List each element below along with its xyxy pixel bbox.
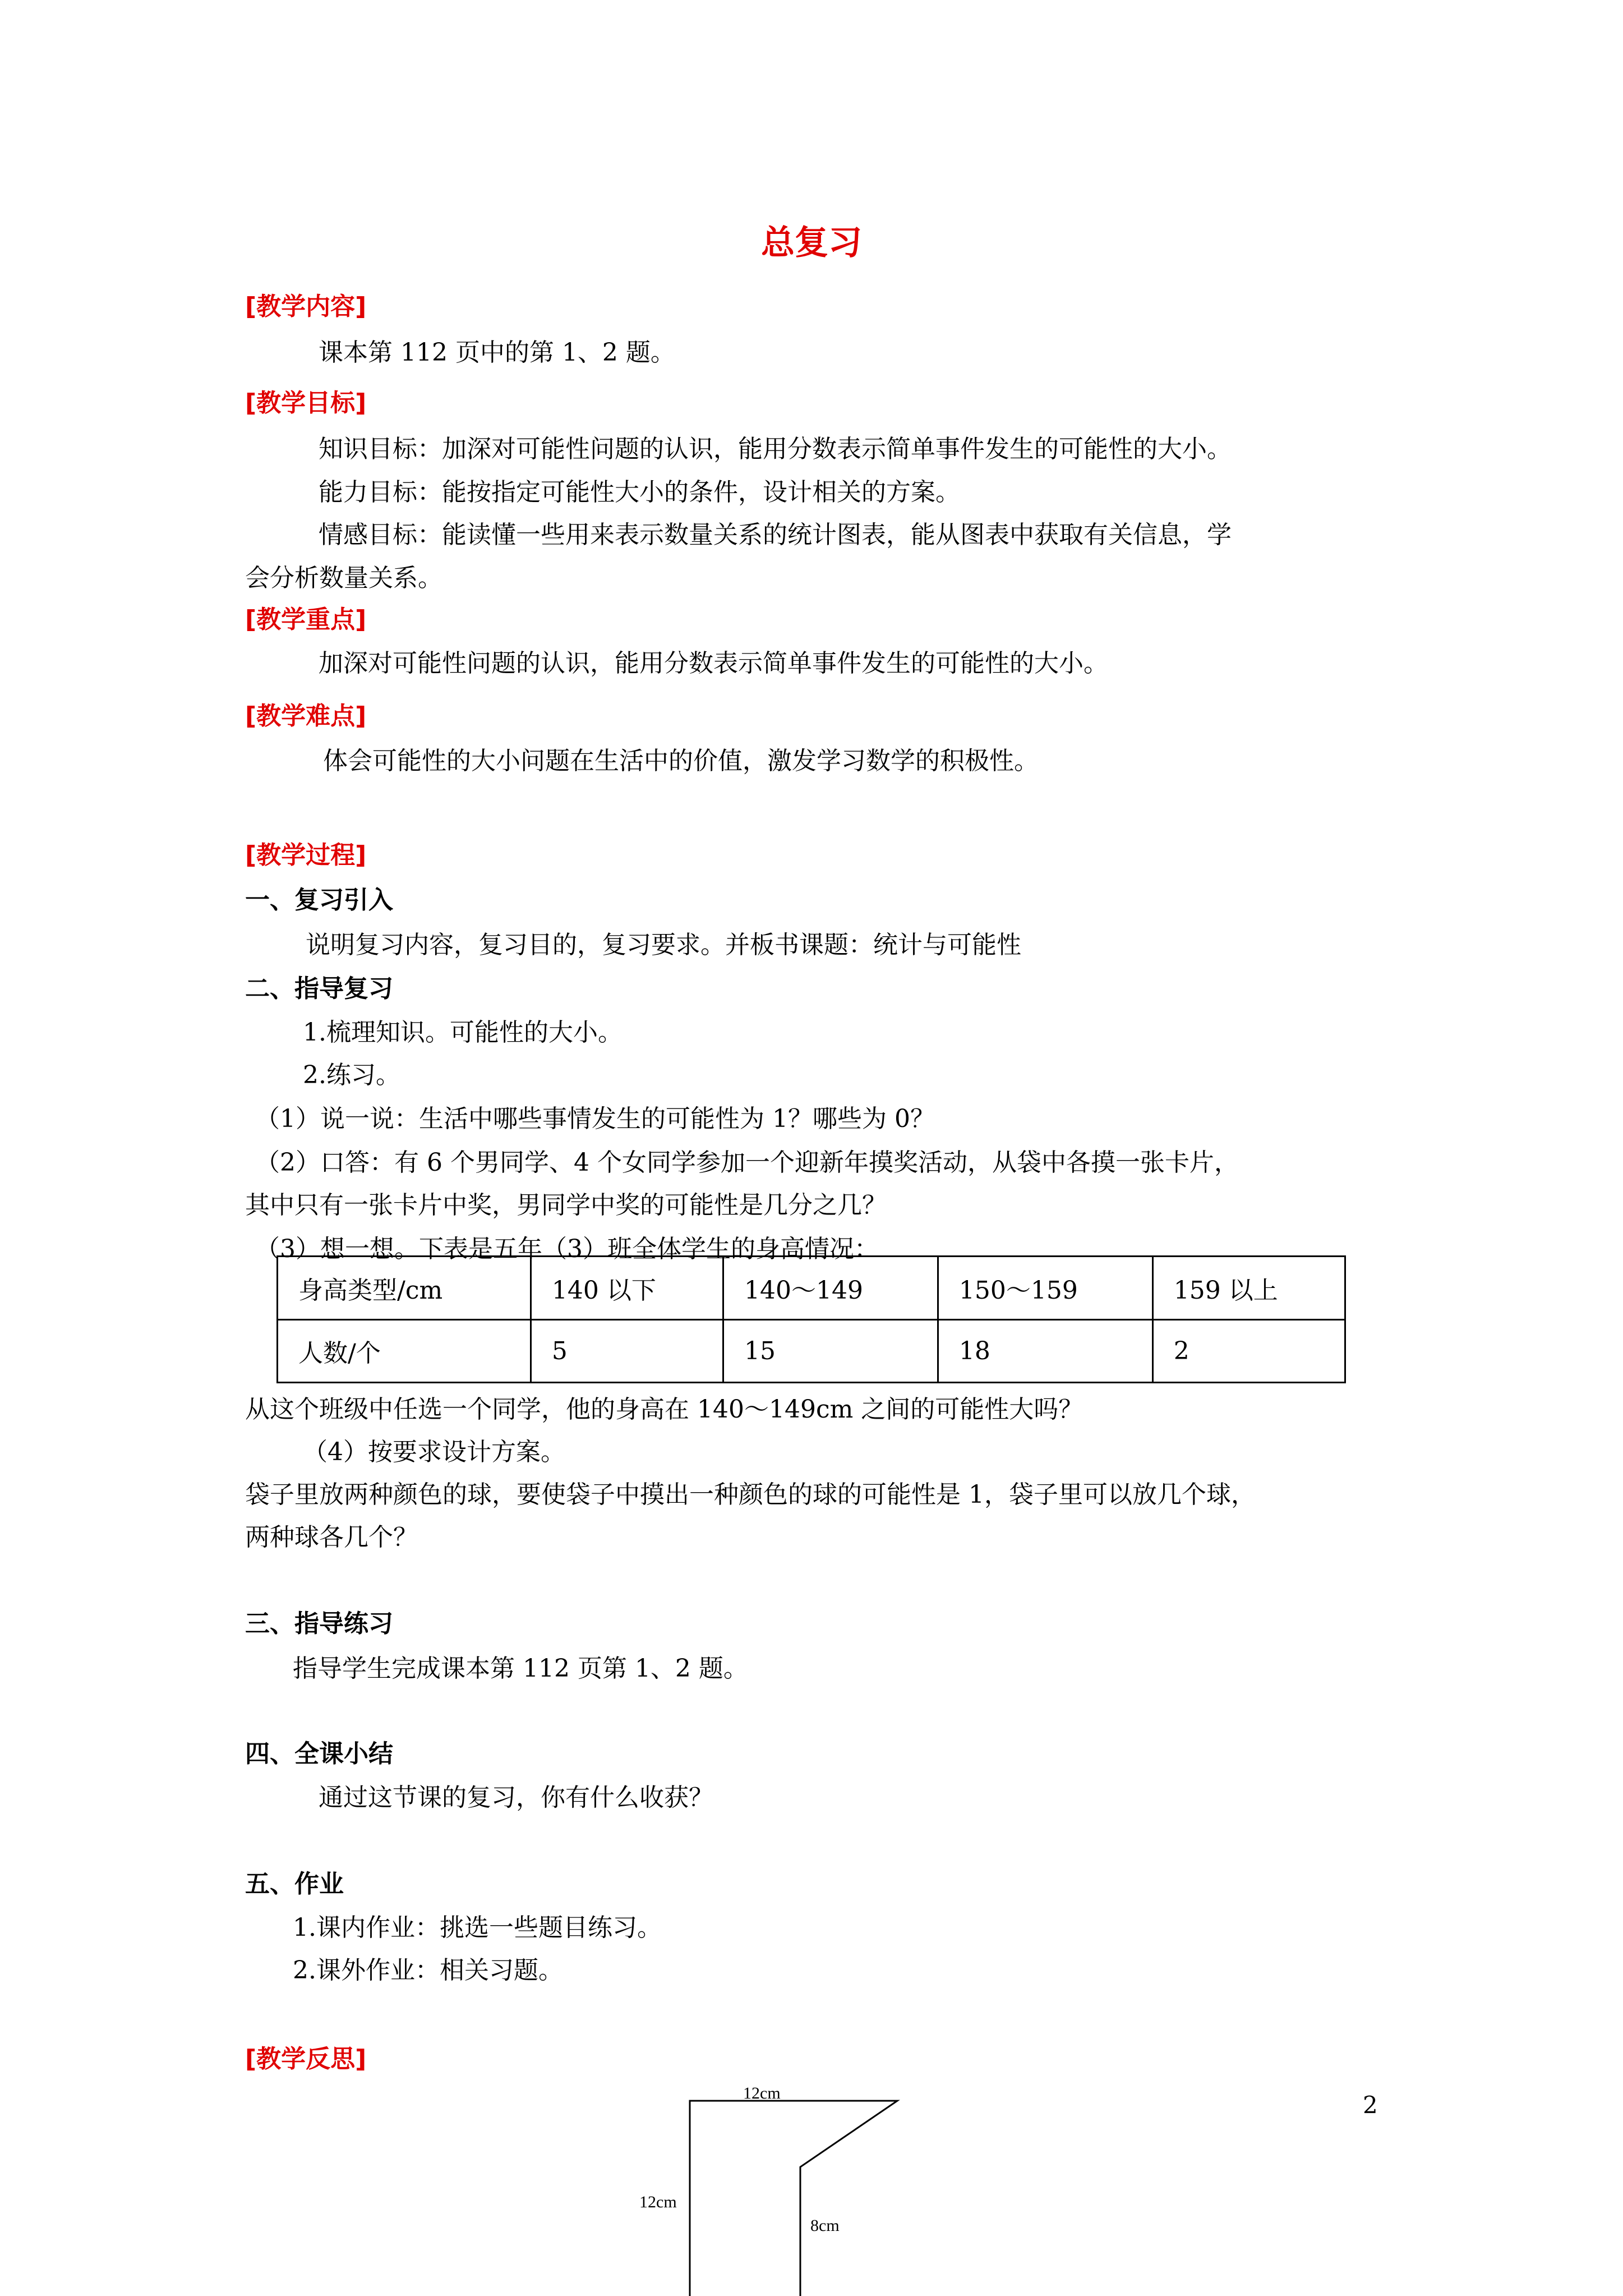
section-2-line: （1）说一说：生活中哪些事情发生的可能性为 1？哪些为 0？ (255, 1105, 935, 1133)
section-4-title: 四、全课小结 (245, 1740, 393, 1768)
section-2-line: （3）想一想。下表是五年（3）班全体学生的身高情况： (255, 1235, 879, 1263)
section-2-after: 袋子里放两种颜色的球，要使袋子中摸出一种颜色的球的可能性是 1，袋子里可以放几个球， (245, 1480, 1256, 1509)
heading-keypoint: [教学重点] (245, 605, 367, 634)
section-5-title: 五、作业 (245, 1870, 344, 1898)
table-row (278, 1257, 1345, 1320)
heading-reflection: [教学反思] (245, 2045, 367, 2073)
section-2-after: （4）按要求设计方案。 (303, 1438, 565, 1466)
heading-difficulty: [教学难点] (245, 702, 367, 730)
shape-outline (690, 2101, 897, 2296)
table-cell: 18 (938, 1319, 1152, 1383)
figure-left-label: 12cm (639, 2193, 677, 2211)
figure-top-label: 12cm (743, 2084, 781, 2102)
heading-process: [教学过程] (245, 841, 367, 869)
keypoint-line: 加深对可能性问题的认识，能用分数表示简单事件发生的可能性的大小。 (319, 649, 1108, 678)
table-cell: 5 (531, 1319, 723, 1383)
heading-goals: [教学目标] (245, 389, 367, 417)
table-cell: 身高类型/cm (278, 1257, 531, 1320)
section-2-line: 其中只有一张卡片中奖，男同学中奖的可能性是几分之几？ (245, 1191, 887, 1220)
section-4-line: 通过这节课的复习，你有什么收获？ (319, 1783, 713, 1812)
section-2-line: 2.练习。 (303, 1061, 400, 1089)
goal-ability: 能力目标：能按指定可能性大小的条件，设计相关的方案。 (319, 478, 960, 507)
section-2-after: 从这个班级中任选一个同学，他的身高在 140～149cm 之间的可能性大吗？ (245, 1395, 1083, 1424)
table-row (278, 1319, 1345, 1383)
section-1-line: 说明复习内容，复习目的，复习要求。并板书课题：统计与可能性 (306, 931, 1021, 959)
figure-right-label: 8cm (810, 2216, 840, 2235)
height-table (276, 1255, 1346, 1383)
page-title: 总复习 (761, 223, 862, 263)
section-2-line: （2）口答：有 6 个男同学、4 个女同学参加一个迎新年摸奖活动，从袋中各摸一张卡片， (255, 1148, 1239, 1177)
content-line: 课本第 112 页中的第 1、2 题。 (319, 338, 675, 367)
section-5-line: 2.课外作业：相关习题。 (293, 1956, 563, 1985)
difficulty-line: 体会可能性的大小问题在生活中的价值，激发学习数学的积极性。 (323, 747, 1039, 775)
goal-emotion: 情感目标：能读懂一些用来表示数量关系的统计图表，能从图表中获取有关信息，学 (319, 521, 1232, 549)
table-cell: 140 以下 (531, 1257, 723, 1320)
section-3-line: 指导学生完成课本第 112 页第 1、2 题。 (293, 1654, 748, 1683)
table-cell: 人数/个 (278, 1319, 531, 1383)
shape-figure (617, 2084, 931, 2296)
section-1-title: 一、复习引入 (245, 886, 393, 914)
page-number: 2 (1363, 2091, 1378, 2119)
section-2-title: 二、指导复习 (245, 974, 393, 1003)
heading-content: [教学内容] (245, 292, 367, 321)
table-cell: 150～159 (938, 1257, 1152, 1320)
table-cell: 159 以上 (1152, 1257, 1345, 1320)
section-2-after: 两种球各几个？ (245, 1523, 418, 1552)
section-3-title: 三、指导练习 (245, 1609, 393, 1638)
table-cell: 15 (723, 1319, 938, 1383)
table-cell: 140～149 (723, 1257, 938, 1320)
goal-emotion-cont: 会分析数量关系。 (245, 564, 442, 592)
section-5-line: 1.课内作业：挑选一些题目练习。 (293, 1913, 662, 1942)
goal-knowledge: 知识目标：加深对可能性问题的认识，能用分数表示简单事件发生的可能性的大小。 (319, 435, 1232, 463)
section-2-line: 1.梳理知识。可能性的大小。 (303, 1018, 623, 1047)
table-cell: 2 (1152, 1319, 1345, 1383)
